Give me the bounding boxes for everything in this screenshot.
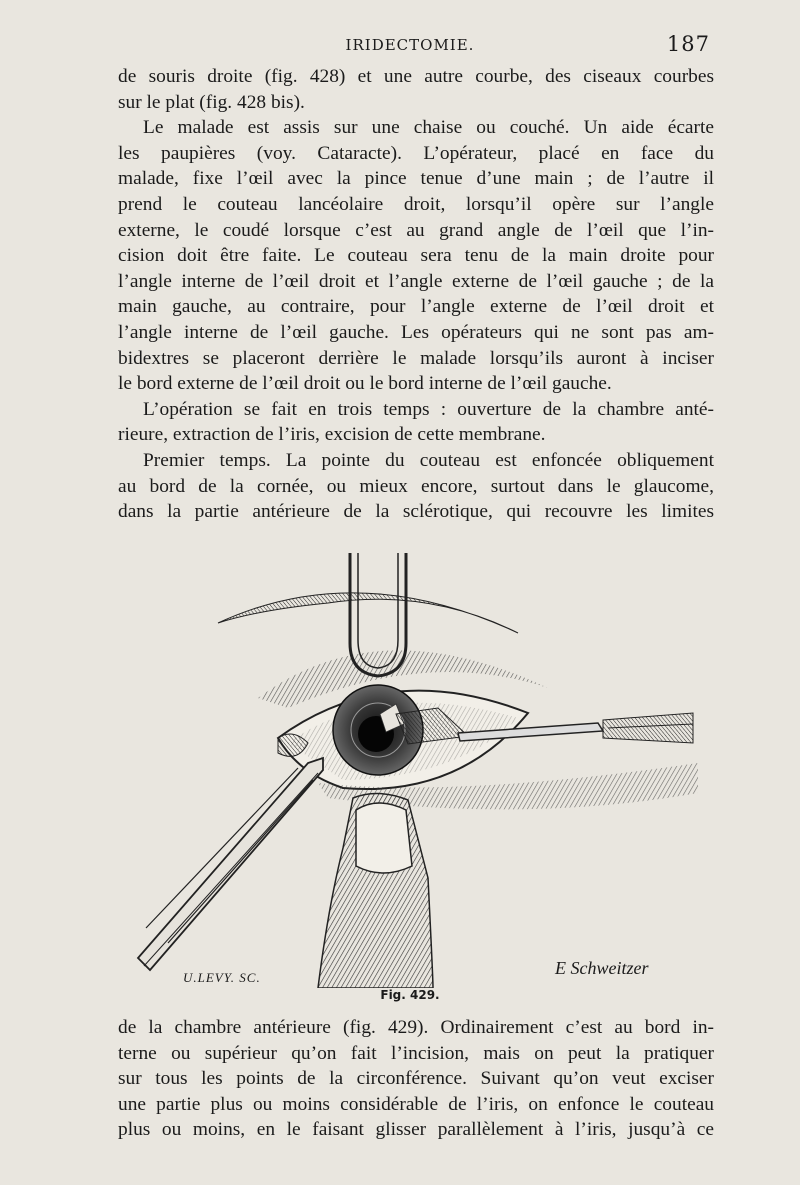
text-line: dans la partie antérieure de la sclérotique, qui recouvre les limites <box>118 501 714 523</box>
text-line: l’angle interne de l’œil gauche. Les opérateurs qui ne sont pas am- <box>118 321 714 343</box>
text-line: rieure, extraction de l’iris, excision de cette membrane. <box>118 424 546 446</box>
text-line: bidextres se placeront derrière le malade lorsqu’ils auront à inciser <box>118 347 714 369</box>
text-line: l’angle interne de l’œil droit et l’angle externe de l’œil gauche ; de la <box>118 270 714 292</box>
text-line: Le malade est assis sur une chaise ou couché. Un aide écarte <box>143 117 714 139</box>
running-head <box>110 32 710 60</box>
artist-signature-right: E Schweitzer <box>555 958 649 978</box>
text-line: de souris droite (fig. 428) et une autre courbe, des ciseaux courbes <box>118 66 714 87</box>
page-number: 187 <box>666 32 710 56</box>
text-line: cision doit être faite. Le couteau sera tenu de la main droite pour <box>118 245 714 267</box>
running-title: IRIDECTOMIE. <box>345 36 475 54</box>
text-line: sur tous les points de la circonférence. Suivant qu’on veut exciser <box>118 1068 714 1090</box>
text-line: main gauche, au contraire, pour l’angle externe de l’œil droit et <box>118 296 714 318</box>
eye-surgery-engraving <box>128 548 708 988</box>
text-line: plus ou moins, en le faisant glisser parallèlement à l’iris, jusqu’à ce <box>118 1119 714 1141</box>
text-line: de la chambre antérieure (fig. 429). Ordinairement c’est au bord in- <box>118 1017 714 1038</box>
text-line: le bord externe de l’œil droit ou le bord interne de l’œil gauche. <box>118 373 612 395</box>
text-line: L’opération se fait en trois temps : ouverture de la chambre anté- <box>143 398 714 420</box>
text-line: terne ou supérieur qu’on fait l’incision, mais on peut la pratiquer <box>118 1042 714 1064</box>
engraver-signature-left: U.LEVY. SC. <box>183 970 261 985</box>
text-line: prend le couteau lancéolaire droit, lorsqu’il opère sur l’angle <box>118 193 714 215</box>
body-text-bottom <box>118 1015 714 1143</box>
text-line: malade, fixe l’œil avec la pince tenue d’une main ; de l’autre il <box>118 168 714 190</box>
text-line: externe, le coudé lorsque c’est au grand angle de l’œil que l’in- <box>118 219 714 241</box>
text-line: au bord de la cornée, ou mieux encore, surtout dans le glaucome, <box>118 475 714 497</box>
body-text-top <box>118 64 714 525</box>
figure-caption-text: Fig. 429. <box>380 988 440 1002</box>
text-line: sur le plat (fig. 428 bis). <box>118 91 305 113</box>
text-line: une partie plus ou moins considérable de l’iris, on enfonce le couteau <box>118 1093 714 1115</box>
text-line: Premier temps. La pointe du couteau est enfoncée obliquement <box>143 449 714 471</box>
text-line: les paupières (voy. Cataracte). L’opérateur, placé en face du <box>118 142 714 164</box>
figure-caption <box>0 988 800 1002</box>
